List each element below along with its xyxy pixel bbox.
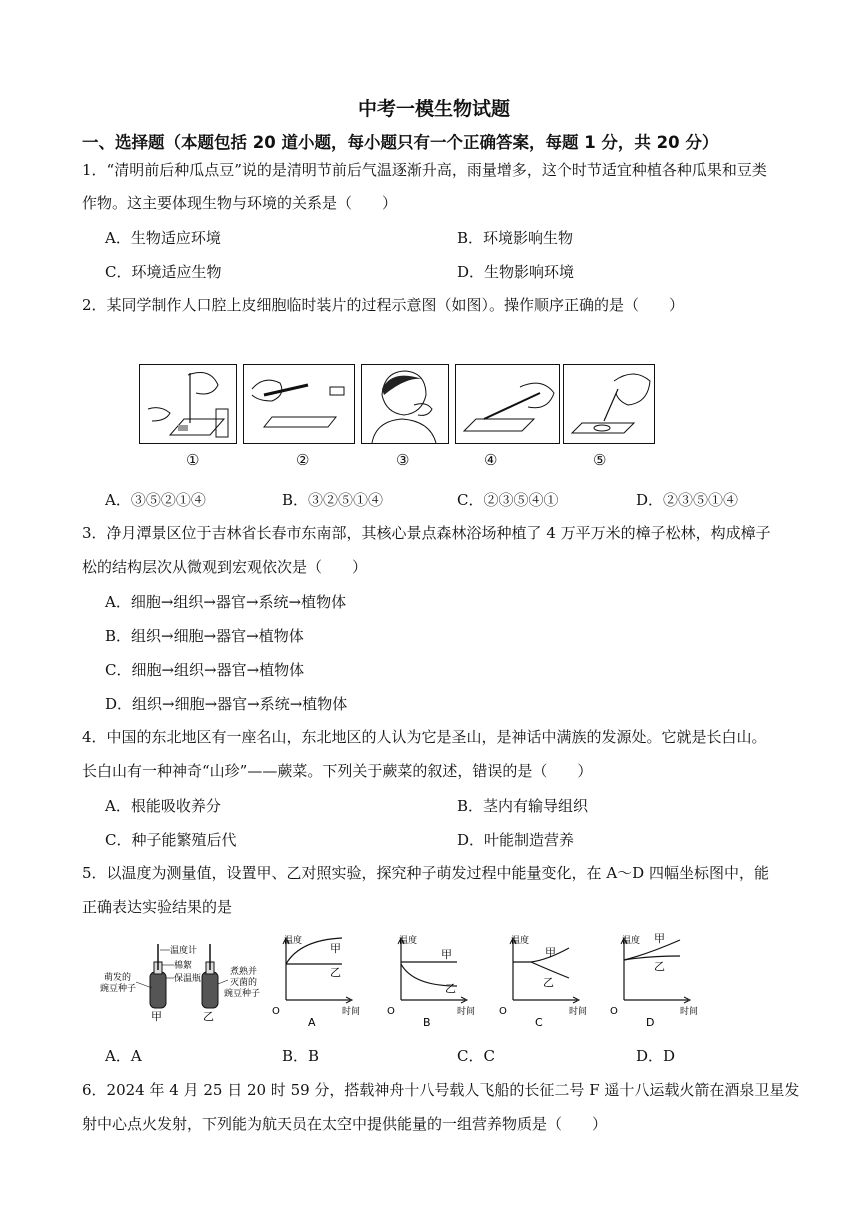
label-flask: 保温瓶 (174, 974, 202, 984)
graph-origin: O (387, 1006, 395, 1017)
graph-jia-label: 甲 (654, 932, 665, 945)
graph-origin: O (272, 1006, 280, 1017)
label-cotton: 棉絮 (174, 961, 193, 971)
graph-origin: O (499, 1006, 507, 1017)
graph-xlabel: 时间 (457, 1007, 476, 1017)
question-5-option-a[interactable]: A．A (105, 1047, 142, 1065)
step-5-image (563, 364, 655, 444)
question-5-option-b[interactable]: B．B (282, 1047, 320, 1065)
graph-xlabel: 时间 (680, 1007, 699, 1017)
step-1-image (139, 364, 237, 444)
question-2-option-b[interactable]: B．③②⑤①④ (282, 491, 384, 509)
question-5-text: 5．以温度为测量值，设置甲、乙对照实验，探究种子萌发过程中能量变化，在 A～D 四幅坐标图中，能 (82, 864, 769, 882)
question-4-text-cont: 长白山有一种神奇“山珍”——蕨菜。下列关于蕨菜的叙述，错误的是（ ） (82, 762, 593, 780)
label-jia: 甲 (151, 1010, 162, 1022)
graph-yi-label: 乙 (445, 982, 456, 995)
graph-ylabel: 温度 (622, 936, 641, 946)
graph-xlabel: 时间 (342, 1007, 361, 1017)
experiment-apparatus-diagram (100, 940, 272, 1022)
question-3-text-cont: 松的结构层次从微观到宏观依次是（ ） (82, 558, 368, 576)
question-2-text: 2．某同学制作人口腔上皮细胞临时装片的过程示意图（如图）。操作顺序正确的是（ ） (82, 296, 685, 314)
question-1-text-cont: 作物。这主要体现生物与环境的关系是（ ） (82, 194, 398, 212)
label-right-2: 灭菌的 (230, 978, 258, 988)
graph-xlabel: 时间 (569, 1007, 588, 1017)
graph-b (385, 930, 485, 1030)
step-3-image (361, 364, 449, 444)
step-5-caption: ⑤ (593, 451, 607, 469)
question-4-option-b[interactable]: B．茎内有输导组织 (457, 797, 589, 815)
graph-origin: O (610, 1006, 618, 1017)
label-left-1: 萌发的 (104, 973, 132, 983)
graph-letter: C (535, 1016, 543, 1029)
graph-ylabel: 温度 (399, 936, 418, 946)
graph-letter: D (646, 1016, 655, 1029)
label-thermometer: 温度计 (170, 946, 198, 956)
graph-yi-label: 乙 (654, 960, 665, 973)
question-4-option-d[interactable]: D．叶能制造营养 (457, 831, 575, 849)
page-title: 中考一模生物试题 (357, 98, 510, 120)
step-2-caption: ② (296, 451, 310, 469)
question-2-option-d[interactable]: D．②③⑤①④ (636, 491, 739, 509)
label-right-1: 煮熟并 (230, 967, 258, 977)
label-right-3: 豌豆种子 (224, 989, 261, 999)
question-5-option-d[interactable]: D．D (636, 1047, 676, 1065)
graph-yi-label: 乙 (543, 976, 554, 989)
question-1-option-b[interactable]: B．环境影响生物 (457, 229, 574, 247)
question-3-option-c[interactable]: C．细胞→组织→器官→植物体 (105, 661, 305, 679)
step-4-image (455, 364, 560, 444)
graph-letter: A (308, 1016, 316, 1029)
question-2-option-c[interactable]: C．②③⑤④① (457, 491, 559, 509)
section-heading: 一、选择题（本题包括 20 道小题，每小题只有一个正确答案，每题 1 分，共 20 分） (82, 133, 719, 152)
graph-jia-label: 甲 (441, 948, 452, 961)
question-4-option-c[interactable]: C．种子能繁殖后代 (105, 831, 237, 849)
graph-d (608, 930, 708, 1030)
question-3-option-d[interactable]: D．组织→细胞→器官→系统→植物体 (105, 695, 348, 713)
question-2-option-a[interactable]: A．③⑤②①④ (105, 491, 206, 509)
graph-c (497, 930, 597, 1030)
graph-ylabel: 温度 (511, 936, 530, 946)
graph-yi-label: 乙 (330, 966, 341, 979)
step-2-image (243, 364, 355, 444)
question-6-text-cont: 射中心点火发射，下列能为航天员在太空中提供能量的一组营养物质是（ ） (82, 1115, 608, 1133)
graph-letter: B (423, 1016, 431, 1029)
graph-jia-label: 甲 (330, 942, 341, 955)
graph-jia-label: 甲 (545, 946, 556, 959)
question-1-option-d[interactable]: D．生物影响环境 (457, 263, 575, 281)
question-3-text: 3．净月潭景区位于吉林省长春市东南部，其核心景点森林浴场种植了 4 万平万米的樟子松林，构成樟子 (82, 524, 771, 542)
graph-ylabel: 温度 (284, 936, 303, 946)
question-3-option-b[interactable]: B．组织→细胞→器官→植物体 (105, 627, 304, 645)
question-1-option-c[interactable]: C．环境适应生物 (105, 263, 222, 281)
question-5-option-c[interactable]: C．C (457, 1047, 495, 1065)
label-yi: 乙 (203, 1010, 214, 1022)
question-3-option-a[interactable]: A．细胞→组织→器官→系统→植物体 (105, 593, 347, 611)
label-left-2: 豌豆种子 (100, 984, 137, 994)
question-6-text: 6．2024 年 4 月 25 日 20 时 59 分，搭载神舟十八号载人飞船的长征二号 F 遥十八运载火箭在酒泉卫星发 (82, 1081, 800, 1099)
graph-a (270, 930, 370, 1030)
question-1-text: 1．“清明前后种瓜点豆”说的是清明节前后气温逐渐升高，雨量增多，这个时节适宜种植各种瓜果和豆类 (82, 161, 767, 179)
question-1-option-a[interactable]: A．生物适应环境 (105, 229, 221, 247)
step-3-caption: ③ (396, 451, 410, 469)
question-4-text: 4．中国的东北地区有一座名山，东北地区的人认为它是圣山，是神话中满族的发源处。它就是长白山。 (82, 728, 767, 746)
step-4-caption: ④ (484, 451, 498, 469)
question-4-option-a[interactable]: A．根能吸收养分 (105, 797, 221, 815)
step-1-caption: ① (186, 451, 200, 469)
question-5-text-cont: 正确表达实验结果的是 (82, 898, 233, 916)
